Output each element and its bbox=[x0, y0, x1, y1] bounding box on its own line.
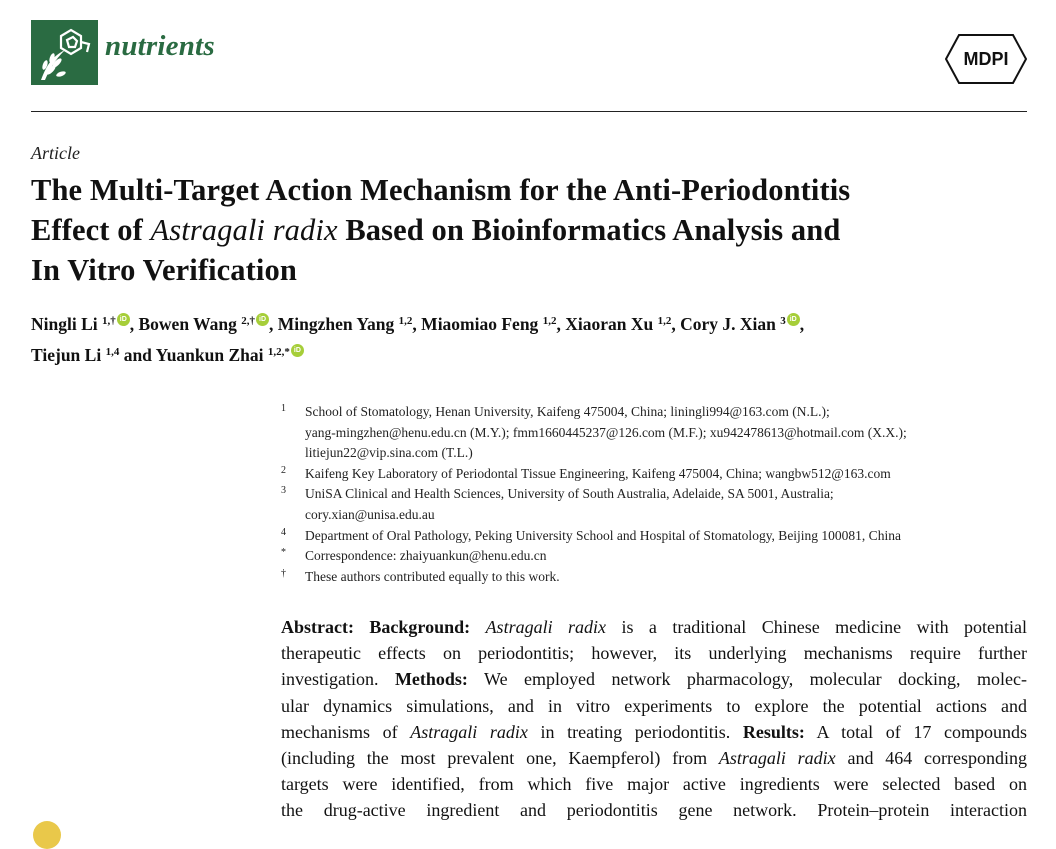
abstract-line: (including the most prevalent one, Kaempferol) from Astragali radix and 464 corresponding bbox=[281, 748, 1027, 769]
title-line-1: The Multi-Target Action Mechanism for the Anti-Periodontitis bbox=[31, 173, 851, 207]
abstract-line: therapeutic effects on periodontitis; however, its underlying mechanisms require further bbox=[281, 643, 1027, 664]
author-name[interactable]: Yuankun Zhai bbox=[155, 345, 264, 365]
author-list bbox=[31, 310, 1031, 372]
abstract-line: the drug-active ingredient and periodontitis gene network. Protein–protein interaction bbox=[281, 800, 1027, 821]
affiliation-item: 4 Department of Oral Pathology, Peking University School and Hospital of Stomatology, Beijing 100081, China bbox=[281, 526, 1041, 547]
affiliation-marker: 2 bbox=[281, 464, 286, 476]
author-name[interactable]: Bowen Wang bbox=[138, 314, 237, 334]
mdpi-logo-icon bbox=[945, 34, 1027, 84]
affiliation-marker: 1 bbox=[281, 403, 286, 414]
abstract-line: mechanisms of Astragali radix in treating periodontitis. Results: A total of 17 compounds bbox=[281, 721, 1027, 742]
affiliation-item: 3 UniSA Clinical and Health Sciences, University of South Australia, Adelaide, SA 5001, Australia; cory.xian@unisa.edu.au bbox=[281, 484, 1041, 525]
publisher-logo[interactable] bbox=[945, 34, 1027, 84]
header-divider bbox=[31, 111, 1027, 112]
affiliation-item: 2 Kaifeng Key Laboratory of Periodontal Tissue Engineering, Kaifeng 475004, China; wangbw512@163.com bbox=[281, 464, 1041, 485]
nutrients-emblem-icon bbox=[31, 20, 98, 85]
affiliations bbox=[281, 402, 1041, 587]
author-name[interactable]: Mingzhen Yang bbox=[277, 314, 395, 334]
author-name[interactable]: Tiejun Li bbox=[31, 345, 102, 365]
author-line-2: Tiejun Li $^{1,4}$ and Yuankun Zhai $^{1,2,*}$ iD bbox=[31, 341, 1031, 372]
correspondence: * Correspondence: zhaiyuankun@henu.edu.cn bbox=[281, 546, 1041, 567]
affiliation-marker: 3 bbox=[281, 485, 286, 497]
abstract bbox=[281, 614, 1027, 824]
equal-contribution-note: † These authors contributed equally to this work. bbox=[281, 567, 1041, 588]
article-type: Article bbox=[31, 143, 80, 163]
journal-name[interactable]: nutrients bbox=[105, 30, 215, 62]
publisher-name: MDPI bbox=[963, 49, 1009, 69]
affiliation-marker: † bbox=[281, 567, 286, 579]
title-line-2: Effect of Astragali radix Based on Bioinformatics Analysis and bbox=[31, 213, 841, 247]
title-line-3: In Vitro Verification bbox=[31, 253, 297, 287]
author-name[interactable]: Ningli Li bbox=[31, 314, 98, 334]
affiliation-marker: 4 bbox=[281, 526, 286, 538]
orcid-icon[interactable]: iD bbox=[787, 313, 800, 326]
abstract-line: investigation. Methods: We employed network pharmacology, molecular docking, molec- bbox=[281, 669, 1027, 690]
orcid-icon[interactable]: iD bbox=[291, 344, 304, 357]
author-name[interactable]: Miaomiao Feng bbox=[421, 314, 539, 334]
affiliation-marker: * bbox=[281, 547, 286, 559]
abstract-line: ular dynamics simulations, and in vitro experiments to explore the potential actions and bbox=[281, 695, 1027, 716]
check-for-updates-icon[interactable] bbox=[33, 821, 61, 849]
author-line-1: Ningli Li $^{1,\dagger}$ iD , Bowen Wang $^{2,\dagger}$ iD , Mingzhen Yang $^{1,2}$, Miaomiao Feng $^{1,2}$, Xiaoran Xu $^{1,2}$, Cory J. Xian $^3$ iD , bbox=[31, 314, 805, 334]
author-name[interactable]: Xiaoran Xu bbox=[565, 314, 654, 334]
journal-logo bbox=[31, 20, 98, 85]
orcid-icon[interactable]: iD bbox=[117, 313, 130, 326]
title-herb-name: Astragali radix bbox=[150, 213, 338, 247]
article-title bbox=[31, 170, 1031, 290]
author-name[interactable]: Cory J. Xian bbox=[680, 314, 776, 334]
affiliation-item: 1 School of Stomatology, Henan University, Kaifeng 475004, China; liningli994@163.com (N.L.); yang-mingzhen@henu.edu.cn (M.Y.); fmm1660445237@126.com (M.F.); xu942478613@hotmail.com (X.X.); litiejun22@vip.sina.com (T.L.) bbox=[281, 402, 1041, 464]
abstract-line: targets were identified, from which five major active ingredients were selected based on bbox=[281, 774, 1027, 795]
abstract-line: Abstract: Background: Astragali radix is a traditional Chinese medicine with potential bbox=[281, 617, 1027, 637]
orcid-icon[interactable]: iD bbox=[256, 313, 269, 326]
